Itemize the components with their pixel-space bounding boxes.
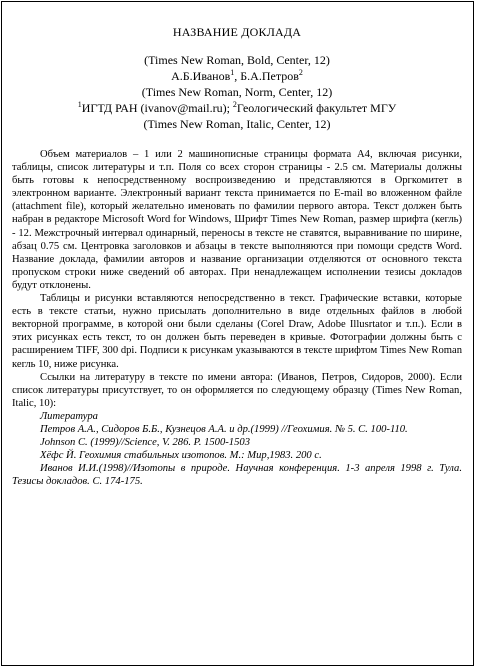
title-format-note: (Times New Roman, Bold, Center, 12): [144, 53, 330, 67]
affiliation-superscript: 2: [232, 100, 237, 109]
author-name: А.Б.Иванов: [171, 69, 231, 83]
author-superscript: 2: [298, 68, 303, 77]
affiliations-format-note: (Times New Roman, Italic, Center, 12): [143, 117, 331, 131]
authors-line: [12, 68, 462, 84]
spacer: [12, 132, 462, 148]
affiliation-text: ИГТД РАН (ivanov@mail.ru);: [81, 101, 233, 115]
authors-separator: ,: [234, 69, 241, 83]
affiliation-text: Геологический факультет МГУ: [236, 101, 397, 115]
authors-format-note: (Times New Roman, Norm, Center, 12): [141, 85, 333, 99]
document-title: НАЗВАНИЕ ДОКЛАДА: [172, 25, 302, 39]
author-name: Б.А.Петров: [240, 69, 299, 83]
body-paragraph: Ссылки на литературу в тексте по имени автора: (Иванов, Петров, Сидоров, 2000). Если список литературы присутствует, то он оформляется по следующему образцу (Times New Roman, Italic, 10):: [12, 371, 462, 409]
affiliations-line: [12, 100, 462, 116]
references-heading: Литература: [40, 410, 98, 422]
reference-item: Петров А.А., Сидоров Б.Б., Кузнецов А.А. и др.(1999) //Геохимия. № 5. С. 100-110.: [40, 423, 408, 435]
document-body: [12, 24, 462, 488]
reference-item: Иванов И.И.(1998)//Изотопы в природе. Научная конференция. 1-3 апреля 1998 г. Тула. Тезисы докладов. С. 174-175.: [12, 463, 462, 488]
body-paragraph: Объем материалов – 1 или 2 машинописные страницы формата А4, включая рисунки, таблицы, список литературы и т.п. Поля со всех сторон страницы - 2.5 см. Материалы должны быть готовы к непосредственному воспроизведению и представляются в Оргкомитет в электронном варианте. Электронный вариант текста принимается по E-mail во вложенном файле (attachment file), который желательно именовать по фамилии первого автора. Текст должен быть набран в редакторе Microsoft Word for Windows, Шрифт Times New Roman, размер шрифта (кегль) - 12. Межстрочный интервал одинарный, переносы в тексте не ставятся, выравнивание по ширине, абзац 0.75 см. Центровка заголовков и абзацы в тексте выполняются при помощи средств Word. Название доклада, фамилии авторов и название организации отделяются от основного текста пропуском строки ниже сведений об авторах. При ненадлежащем исполнении тезисы докладов будут отклонены.: [12, 149, 462, 291]
reference-item: Хёфс Й. Геохимия стабильных изотопов. М.: Мир,1983. 200 с.: [40, 450, 322, 462]
author-superscript: 1: [230, 68, 235, 77]
body-paragraph: Таблицы и рисунки вставляются непосредственно в текст. Графические вставки, которые есть в тексте статьи, нужно присылать дополнительно в виде отдельных файлов в любой векторной программе, в которой они были сделаны (Corel Draw, Adobe Illusrtator и т.п.). Если в этих рисунках есть текст, то он должен быть переведен в кривые. Фотографии должны быть с расширением TIFF, 300 dpi. Подписи к рисункам указываются в тексте шрифтом Times New Roman кегль 10, ниже рисунка.: [12, 293, 462, 370]
reference-item: Johnson C. (1999)//Science, V. 286. P. 1500-1503: [40, 437, 250, 449]
affiliation-superscript: 1: [77, 100, 82, 109]
